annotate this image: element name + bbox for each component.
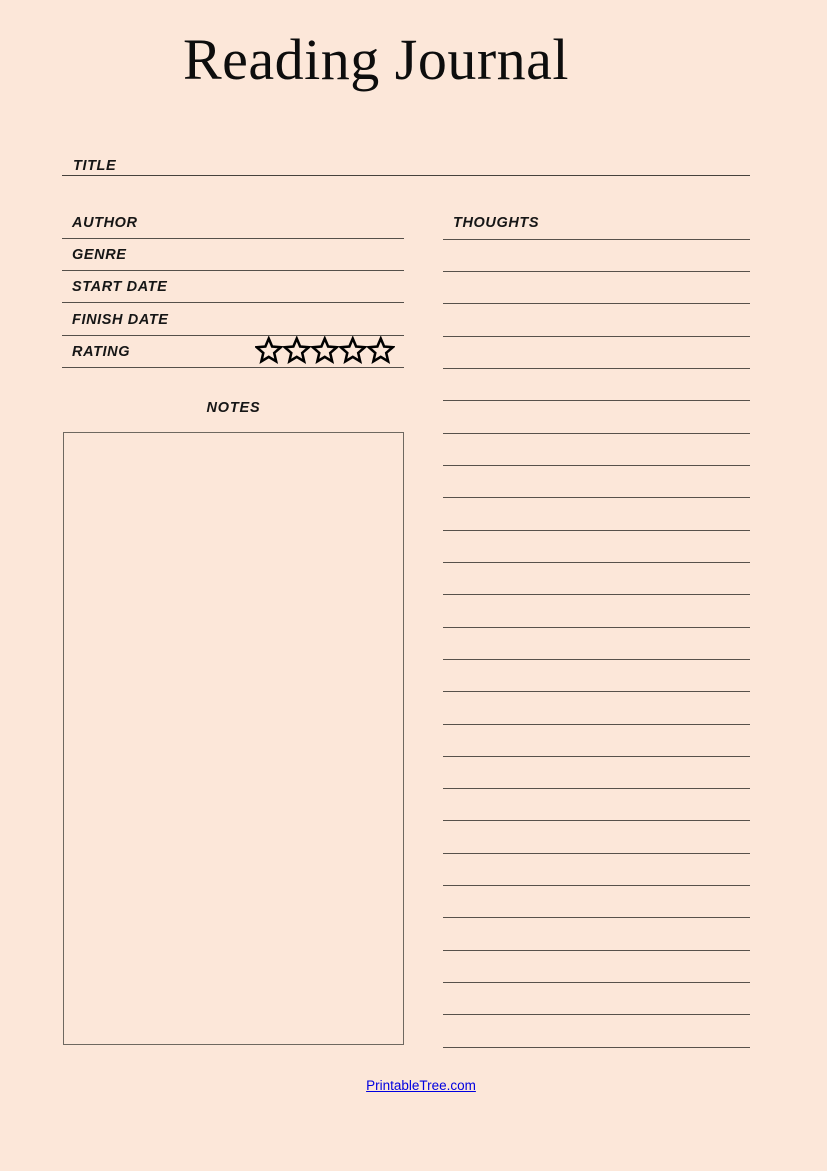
star-outline-icon[interactable]: [339, 336, 367, 364]
thoughts-line[interactable]: [443, 724, 750, 725]
thoughts-label: THOUGHTS: [453, 215, 540, 231]
thoughts-line[interactable]: [443, 659, 750, 660]
thoughts-line[interactable]: [443, 627, 750, 628]
field-author[interactable]: [62, 206, 404, 238]
thoughts-line[interactable]: [443, 788, 750, 789]
title-input-line[interactable]: [62, 175, 750, 176]
rating-label: RATING: [72, 343, 131, 360]
thoughts-line[interactable]: [443, 982, 750, 983]
star-outline-icon[interactable]: [367, 336, 395, 364]
thoughts-line[interactable]: [443, 853, 750, 854]
field-start-date[interactable]: [62, 271, 404, 303]
thoughts-line[interactable]: [443, 530, 750, 531]
thoughts-line[interactable]: [443, 562, 750, 563]
thoughts-line[interactable]: [443, 497, 750, 498]
field-genre[interactable]: [62, 239, 404, 271]
thoughts-line[interactable]: [443, 368, 750, 369]
star-outline-icon[interactable]: [283, 336, 311, 364]
footer: [0, 1077, 827, 1095]
field-label: FINISH DATE: [72, 311, 169, 328]
thoughts-line[interactable]: [443, 400, 750, 401]
thoughts-line[interactable]: [443, 465, 750, 466]
title-field-label: TITLE: [73, 158, 117, 174]
star-outline-icon[interactable]: [311, 336, 339, 364]
page-title: Reading Journal: [182, 27, 570, 92]
thoughts-line[interactable]: [443, 594, 750, 595]
star-outline-icon[interactable]: [255, 336, 283, 364]
thoughts-line[interactable]: [443, 950, 750, 951]
field-label: GENRE: [72, 247, 127, 264]
thoughts-line[interactable]: [443, 1014, 750, 1015]
thoughts-line[interactable]: [443, 820, 750, 821]
rating-stars[interactable]: [255, 336, 395, 364]
thoughts-line[interactable]: [443, 271, 750, 272]
thoughts-line[interactable]: [443, 885, 750, 886]
field-label: START DATE: [72, 279, 168, 296]
field-label: AUTHOR: [72, 214, 138, 231]
thoughts-line[interactable]: [443, 433, 750, 434]
thoughts-line[interactable]: [443, 1047, 750, 1048]
notes-label: NOTES: [206, 400, 261, 416]
thoughts-line[interactable]: [443, 756, 750, 757]
thoughts-line[interactable]: [443, 691, 750, 692]
printabletree-link[interactable]: PrintableTree.com: [366, 1078, 476, 1093]
thoughts-line[interactable]: [443, 917, 750, 918]
thoughts-line[interactable]: [443, 239, 750, 240]
notes-input-box[interactable]: [63, 432, 404, 1045]
thoughts-line[interactable]: [443, 303, 750, 304]
thoughts-line[interactable]: [443, 336, 750, 337]
field-finish-date[interactable]: [62, 303, 404, 335]
